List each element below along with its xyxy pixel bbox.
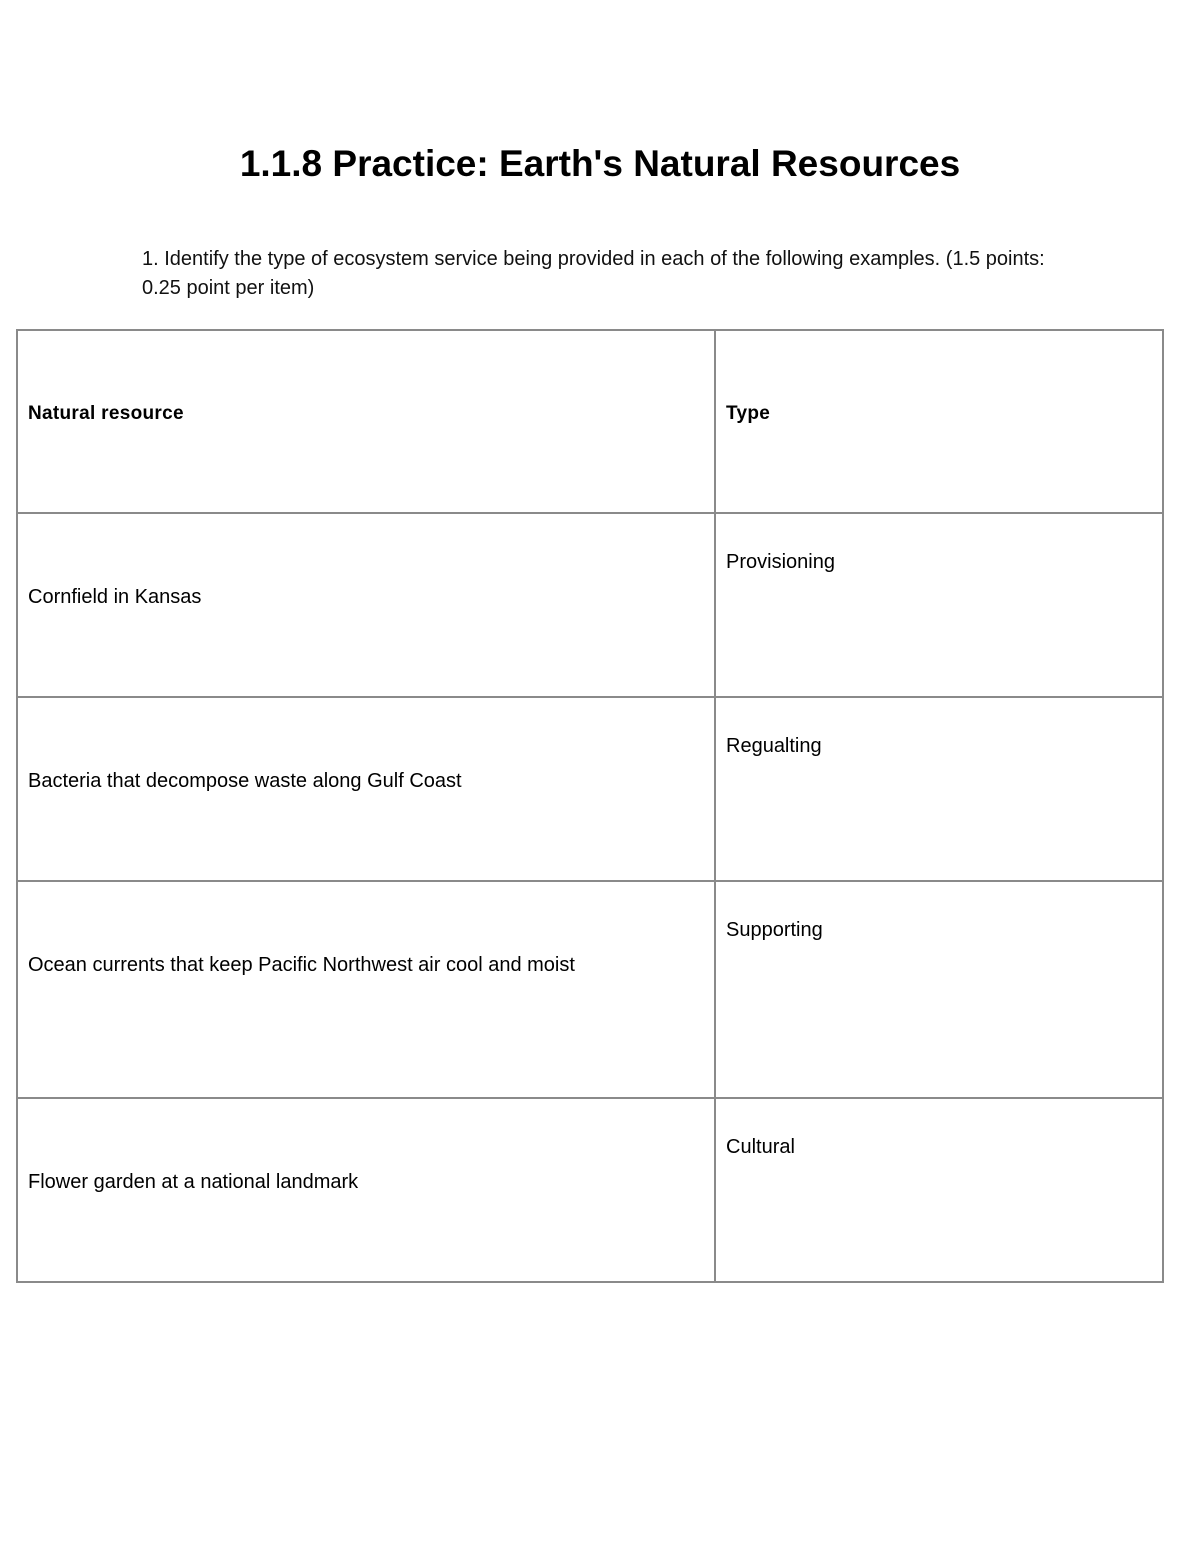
table-row bbox=[17, 513, 1163, 697]
table-row bbox=[17, 697, 1163, 881]
header-cell-type bbox=[715, 330, 1163, 513]
page-title: 1.1.8 Practice: Earth's Natural Resources bbox=[239, 143, 961, 184]
resource-text: Ocean currents that keep Pacific Northwest air cool and moist bbox=[28, 954, 575, 976]
resource-text: Flower garden at a national landmark bbox=[28, 1171, 359, 1193]
type-text: Cultural bbox=[726, 1136, 795, 1158]
question-text: 1. Identify the type of ecosystem service being provided in each of the following examples. (1.5 points: 0.25 point per item) bbox=[142, 248, 1045, 299]
type-cell bbox=[715, 697, 1163, 881]
table-row bbox=[17, 1098, 1163, 1282]
type-cell bbox=[715, 513, 1163, 697]
resource-text: Cornfield in Kansas bbox=[28, 586, 202, 608]
resource-cell bbox=[17, 1098, 715, 1282]
header-type-label: Type bbox=[726, 403, 771, 424]
resource-cell bbox=[17, 881, 715, 1098]
type-text: Regualting bbox=[726, 735, 822, 757]
type-text: Supporting bbox=[726, 919, 823, 941]
type-cell bbox=[715, 881, 1163, 1098]
header-cell-resource bbox=[17, 330, 715, 513]
type-text: Provisioning bbox=[726, 551, 835, 573]
resource-text: Bacteria that decompose waste along Gulf Coast bbox=[28, 770, 462, 792]
table-header-row bbox=[17, 330, 1163, 513]
type-cell bbox=[715, 1098, 1163, 1282]
resources-table bbox=[16, 329, 1164, 1283]
resource-cell bbox=[17, 697, 715, 881]
table-row bbox=[17, 881, 1163, 1098]
resource-cell bbox=[17, 513, 715, 697]
header-resource-label: Natural resource bbox=[28, 403, 184, 424]
